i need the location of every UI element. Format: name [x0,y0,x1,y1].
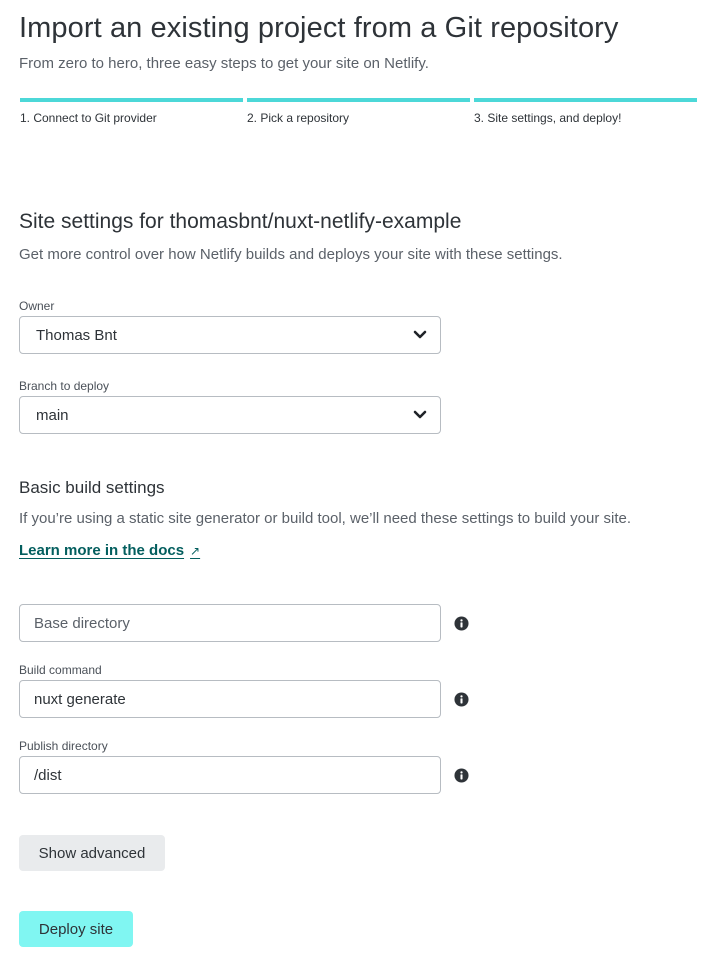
info-icon[interactable] [454,768,469,783]
build-command-input[interactable] [19,680,441,718]
docs-link-label: Learn more in the docs [19,542,185,559]
owner-select-value: Thomas Bnt [36,326,117,344]
branch-select[interactable] [19,396,441,434]
external-link-icon: ↗ [190,543,201,558]
site-settings-description: Get more control over how Netlify builds and deploys your site with these settings. [19,246,563,263]
page-subtitle: From zero to hero, three easy steps to get your site on Netlify. [19,55,429,72]
info-icon[interactable] [454,692,469,707]
step-pick-repository: 2. Pick a repository [247,98,470,125]
step-connect-git: 1. Connect to Git provider [20,98,243,125]
branch-label: Branch to deploy [19,379,110,393]
info-icon[interactable] [454,616,469,631]
step-progress [20,98,697,125]
base-directory-input[interactable] [19,604,441,642]
learn-more-docs-link[interactable] [19,542,200,559]
build-command-label: Build command [19,663,102,677]
chevron-down-icon [408,403,432,427]
publish-directory-label: Publish directory [19,739,108,753]
site-settings-title: Site settings for thomasbnt/nuxt-netlify-example [19,210,462,233]
owner-label: Owner [19,299,55,313]
deploy-site-button[interactable]: Deploy site [19,911,133,947]
step-site-settings: 3. Site settings, and deploy! [474,98,697,125]
publish-directory-input[interactable] [19,756,441,794]
build-settings-title: Basic build settings [19,478,165,497]
page-title: Import an existing project from a Git repository [19,12,619,44]
branch-select-value: main [36,406,69,424]
show-advanced-button[interactable]: Show advanced [19,835,165,871]
owner-select[interactable] [19,316,441,354]
chevron-down-icon [408,323,432,347]
build-settings-description: If you’re using a static site generator or build tool, we’ll need these settings to build your site. [19,510,632,527]
